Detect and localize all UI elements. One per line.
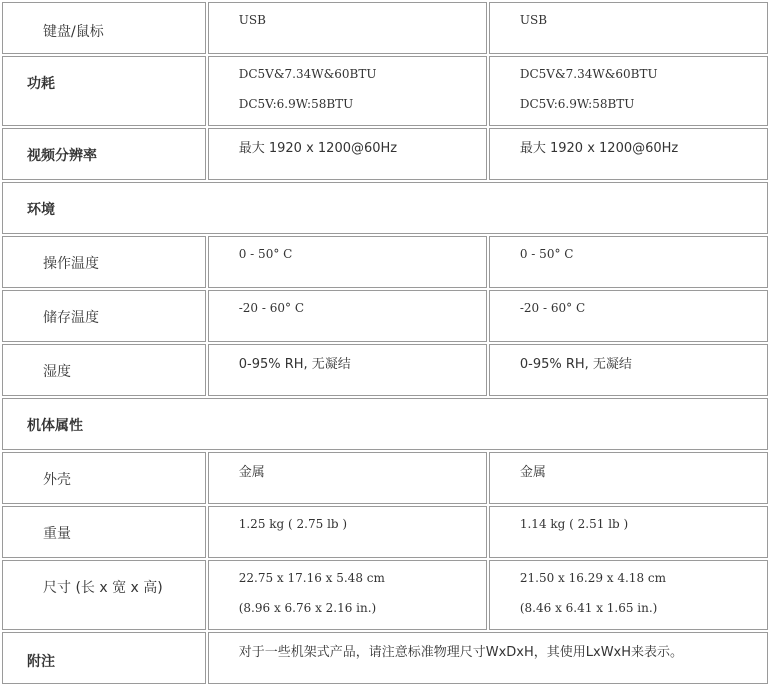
cell-value: 0 - 50° C bbox=[519, 247, 574, 261]
cell-value: USB bbox=[238, 13, 266, 27]
label-cell bbox=[2, 632, 206, 684]
cell-value: -20 - 60° C bbox=[519, 301, 586, 315]
cell-value: (8.46 x 6.41 x 1.65 in.) bbox=[519, 601, 658, 615]
row-label: 外壳 bbox=[43, 472, 71, 488]
section-heading: 功耗 bbox=[27, 76, 55, 92]
table-row bbox=[2, 506, 768, 558]
section-heading: 附注 bbox=[27, 654, 55, 670]
value-cell bbox=[489, 56, 768, 126]
value-cell bbox=[208, 56, 487, 126]
value-cell bbox=[208, 344, 487, 396]
cell-value: 1.14 kg ( 2.51 lb ) bbox=[519, 517, 629, 531]
cell-value: DC5V:6.9W:58BTU bbox=[238, 97, 354, 111]
value-cell bbox=[208, 2, 487, 54]
label-cell bbox=[2, 506, 206, 558]
cell-value: 0-95% RH, 无凝结 bbox=[519, 357, 632, 372]
table-row bbox=[2, 2, 768, 54]
value-cell bbox=[208, 128, 487, 180]
value-cell bbox=[489, 290, 768, 342]
value-cell bbox=[489, 506, 768, 558]
cell-value: (8.96 x 6.76 x 2.16 in.) bbox=[238, 601, 377, 615]
cell-value: 22.75 x 17.16 x 5.48 cm bbox=[238, 571, 385, 585]
value-cell bbox=[208, 452, 487, 504]
row-label: 键盘/鼠标 bbox=[43, 24, 104, 40]
cell-value: 0 - 50° C bbox=[238, 247, 293, 261]
table-row bbox=[2, 398, 768, 450]
section-heading: 视频分辨率 bbox=[27, 148, 97, 164]
value-cell bbox=[489, 560, 768, 630]
value-cell bbox=[489, 344, 768, 396]
value-cell bbox=[208, 236, 487, 288]
cell-value: 金属 bbox=[238, 465, 265, 480]
label-cell bbox=[2, 452, 206, 504]
value-cell bbox=[208, 560, 487, 630]
cell-value: USB bbox=[519, 13, 548, 27]
label-cell bbox=[2, 128, 206, 180]
value-cell bbox=[489, 236, 768, 288]
label-cell bbox=[2, 236, 206, 288]
row-label: 重量 bbox=[43, 526, 71, 542]
section-cell bbox=[2, 182, 768, 234]
label-cell bbox=[2, 344, 206, 396]
table-row bbox=[2, 560, 768, 630]
section-heading: 环境 bbox=[27, 202, 55, 218]
table-row bbox=[2, 632, 768, 684]
cell-value: DC5V:6.9W:58BTU bbox=[519, 97, 635, 111]
cell-value: DC5V&7.34W&60BTU bbox=[519, 67, 658, 81]
table-row bbox=[2, 182, 768, 234]
table-row bbox=[2, 452, 768, 504]
table-row bbox=[2, 56, 768, 126]
cell-value: 21.50 x 16.29 x 4.18 cm bbox=[519, 571, 666, 585]
label-cell bbox=[2, 56, 206, 126]
cell-value: 最大 1920 x 1200@60Hz bbox=[238, 141, 398, 156]
cell-value: 1.25 kg ( 2.75 lb ) bbox=[238, 517, 348, 531]
table-row bbox=[2, 128, 768, 180]
table-row bbox=[2, 290, 768, 342]
cell-value: 最大 1920 x 1200@60Hz bbox=[519, 141, 679, 156]
cell-value: 0-95% RH, 无凝结 bbox=[238, 357, 351, 372]
value-cell bbox=[489, 452, 768, 504]
table-row bbox=[2, 344, 768, 396]
value-cell bbox=[208, 506, 487, 558]
note-text: 对于一些机架式产品，请注意标准物理尺寸WxDxH，其使用LxWxH来表示。 bbox=[238, 645, 684, 660]
value-cell bbox=[489, 2, 768, 54]
label-cell bbox=[2, 2, 206, 54]
row-label: 操作温度 bbox=[43, 256, 99, 272]
table-row bbox=[2, 236, 768, 288]
section-cell bbox=[2, 398, 768, 450]
note-cell bbox=[208, 632, 768, 684]
cell-value: DC5V&7.34W&60BTU bbox=[238, 67, 377, 81]
row-label: 储存温度 bbox=[43, 310, 99, 326]
row-label: 尺寸 (长 x 宽 x 高) bbox=[43, 580, 163, 596]
value-cell bbox=[489, 128, 768, 180]
cell-value: -20 - 60° C bbox=[238, 301, 305, 315]
label-cell bbox=[2, 290, 206, 342]
cell-value: 金属 bbox=[519, 465, 546, 480]
section-heading: 机体属性 bbox=[27, 418, 83, 434]
row-label: 湿度 bbox=[43, 364, 71, 380]
label-cell bbox=[2, 560, 206, 630]
value-cell bbox=[208, 290, 487, 342]
